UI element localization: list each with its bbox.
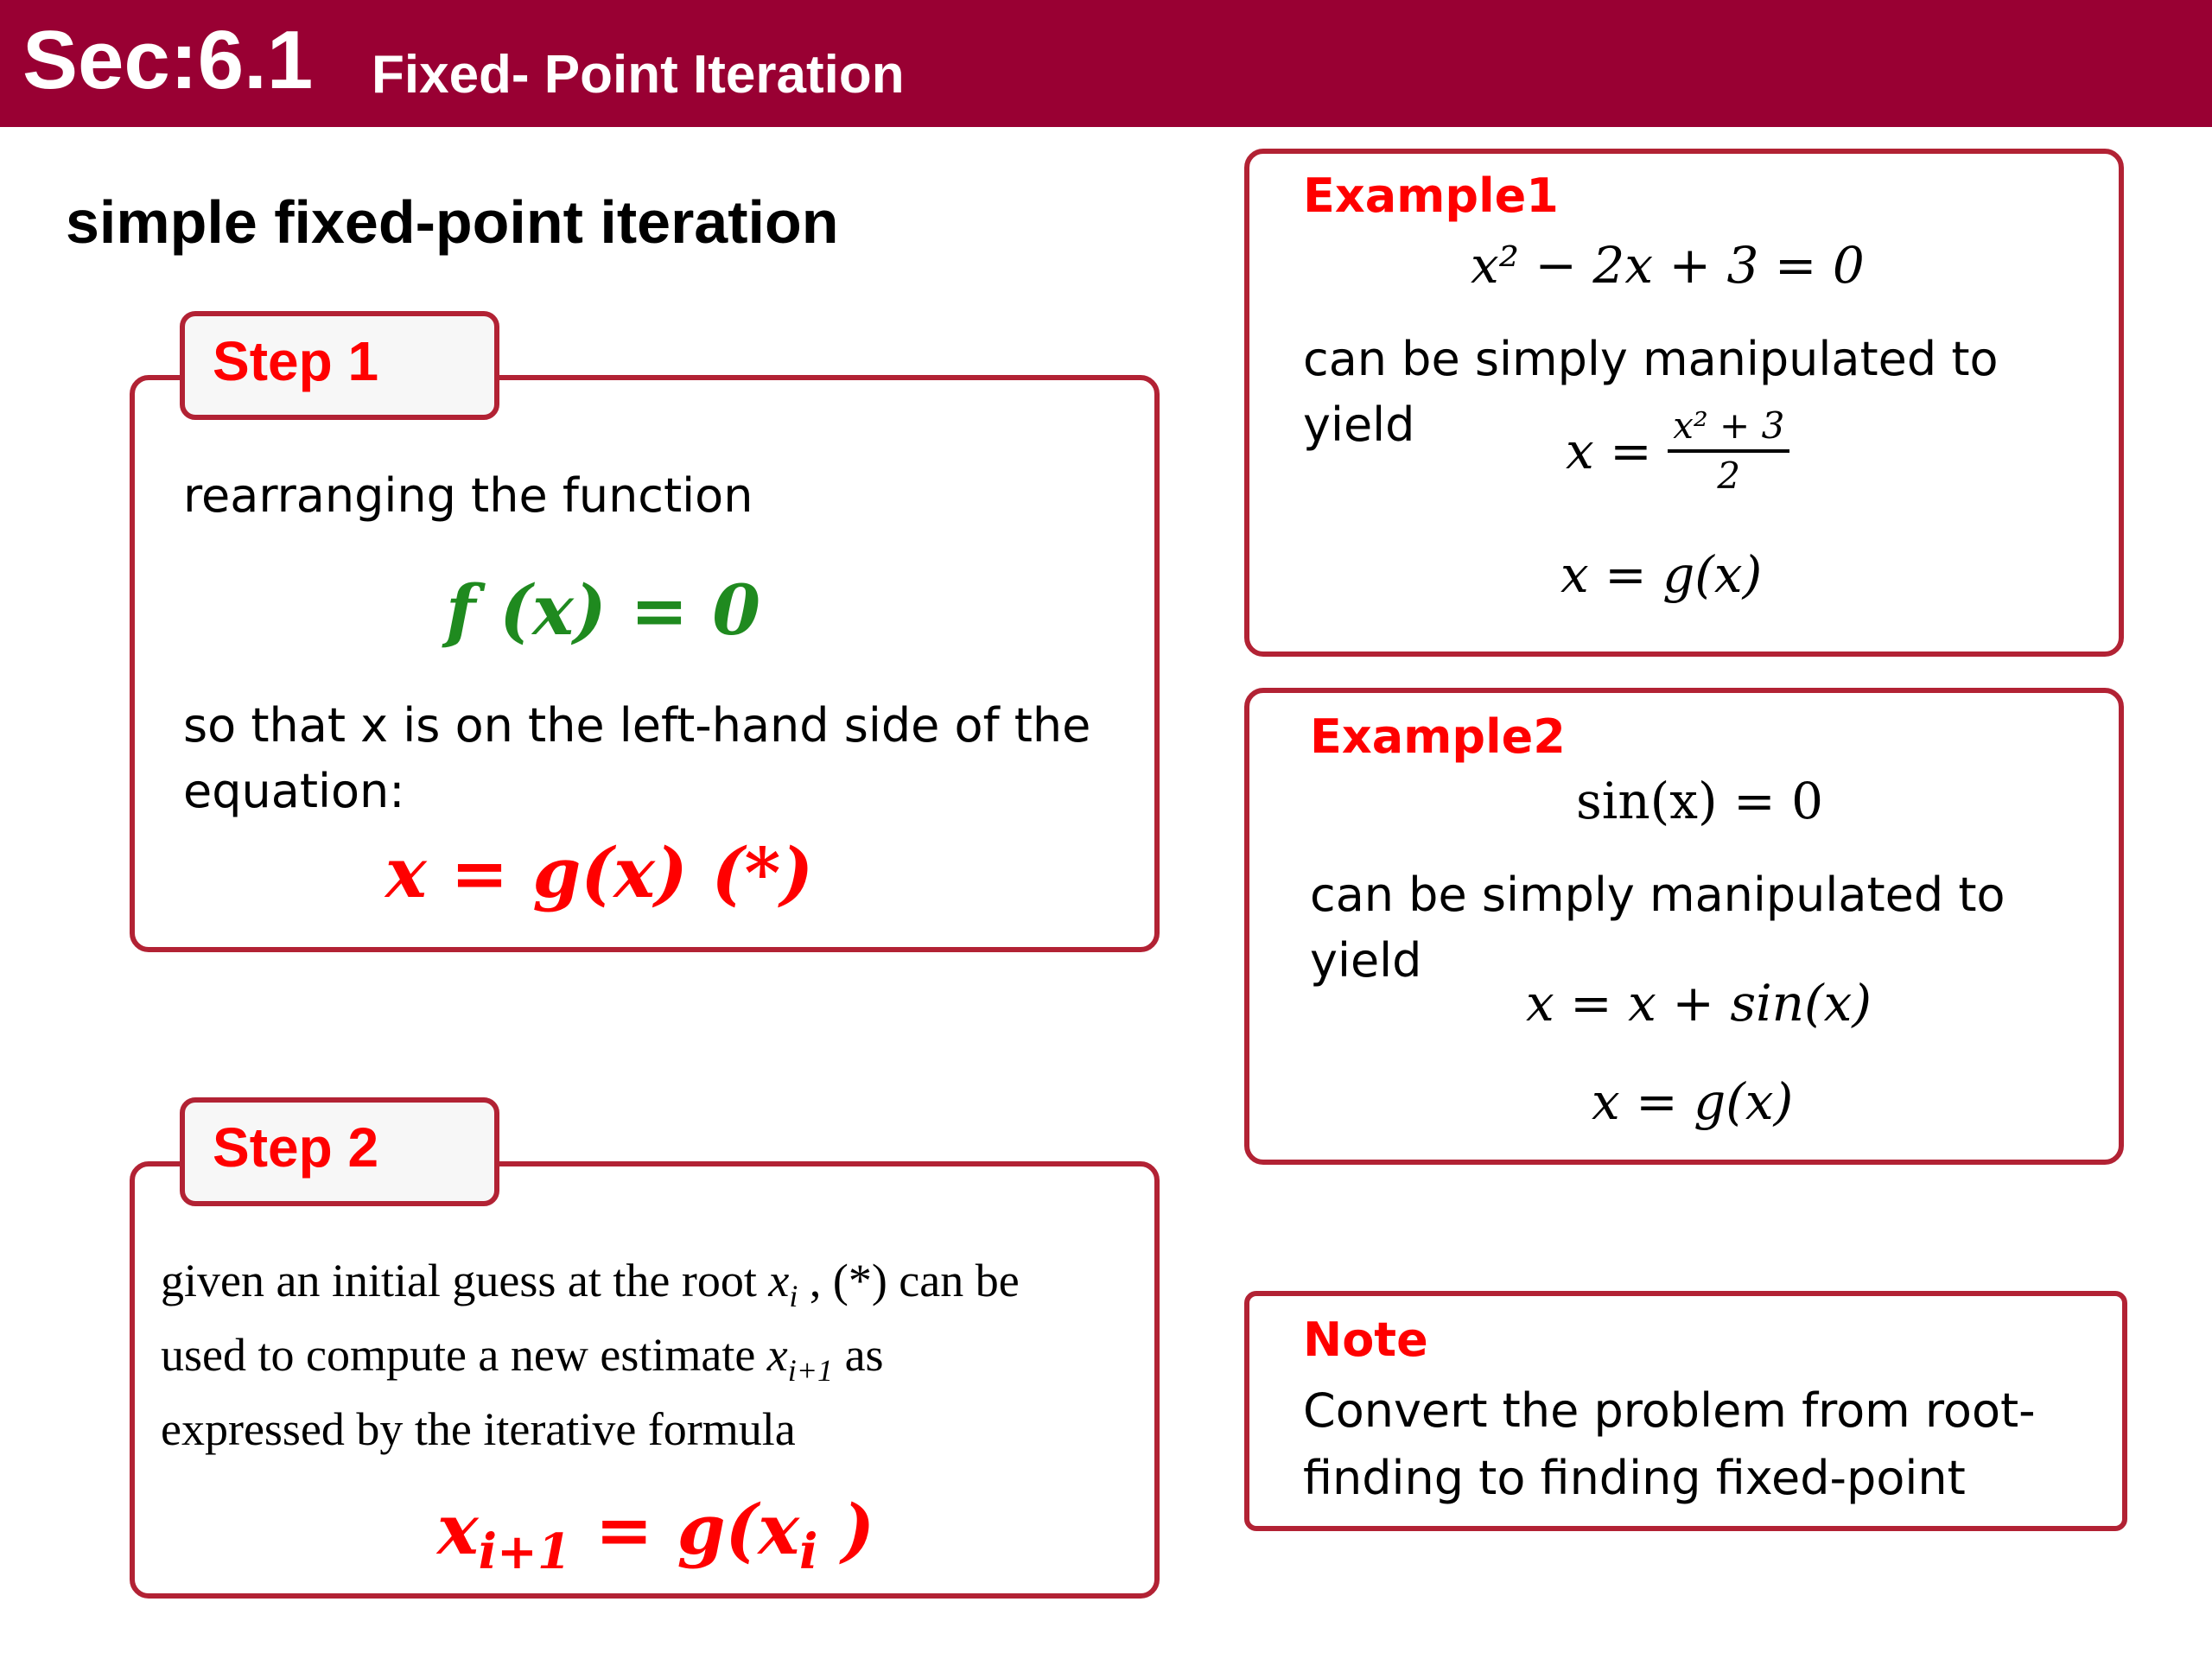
step2-line1-sub: i <box>789 1278 798 1313</box>
step1-text2: so that x is on the left-hand side of the equation: <box>183 698 1091 818</box>
example1-frac-lhs: x = <box>1566 422 1669 480</box>
step2-line2-sub: i+1 <box>787 1352 834 1388</box>
step2-box <box>130 1161 1160 1599</box>
step2-line2-a: used to compute a new estimate <box>161 1328 767 1381</box>
example1-result: x = g(x) <box>1560 545 1763 604</box>
note-box <box>1244 1291 2127 1531</box>
step2-line3: expressed by the iterative formula <box>161 1402 796 1455</box>
formula-end: ) <box>817 1489 875 1570</box>
note-text: Convert the problem from root-finding to finding fixed-point <box>1303 1383 2036 1506</box>
example2-box <box>1244 688 2124 1165</box>
step1-text1: rearranging the function <box>183 468 753 523</box>
example1-fraction-eq <box>1566 404 1789 497</box>
note-title: Note <box>1303 1313 1428 1367</box>
example2-result: x = g(x) <box>1592 1072 1794 1131</box>
example1-text: can be simply manipulated to yield <box>1303 332 1999 452</box>
step1-equation: f (x) = 0 <box>446 569 761 651</box>
step2-line2-var: x <box>766 1328 788 1381</box>
section-number: Sec:6.1 <box>22 14 314 106</box>
example2-text: can be simply manipulated to yield <box>1310 868 2005 988</box>
page-heading: simple fixed-point iteration <box>66 188 839 256</box>
example1-fraction <box>1668 404 1789 497</box>
formula-lhs: x <box>437 1489 479 1570</box>
formula-rhs-sub: i <box>799 1523 818 1580</box>
example2-line1: x = x + sin(x) <box>1526 974 1872 1033</box>
example1-frac-num: x² + 3 <box>1668 408 1789 453</box>
step1-result: x = g(x) (*) <box>385 832 814 913</box>
step2-paragraph <box>161 1251 1146 1459</box>
example1-box <box>1244 149 2124 657</box>
step1-tab-label: Step 1 <box>213 330 379 392</box>
example1-frac-den: 2 <box>1717 454 1741 497</box>
step2-line1-b: , (*) can be <box>798 1255 1020 1306</box>
example1-title: Example1 <box>1303 168 1559 223</box>
example1-equation: x² − 2x + 3 = 0 <box>1471 236 1865 295</box>
section-title: Fixed- Point Iteration <box>372 45 905 105</box>
step2-formula <box>437 1489 875 1580</box>
example2-equation: sin(x) = 0 <box>1576 772 1824 830</box>
step2-tab <box>180 1097 499 1206</box>
step2-line1-a: given an initial guess at the root <box>161 1255 769 1306</box>
step2-tab-label: Step 2 <box>213 1116 379 1179</box>
step2-line2-b: as <box>833 1328 884 1381</box>
formula-mid: = g(x <box>570 1489 800 1570</box>
formula-lhs-sub: i+1 <box>478 1523 571 1580</box>
example2-title: Example2 <box>1310 709 1566 764</box>
step2-line1-var: x <box>768 1255 790 1306</box>
title-bar <box>0 0 2212 127</box>
step1-tab <box>180 311 499 420</box>
step1-box <box>130 375 1160 952</box>
